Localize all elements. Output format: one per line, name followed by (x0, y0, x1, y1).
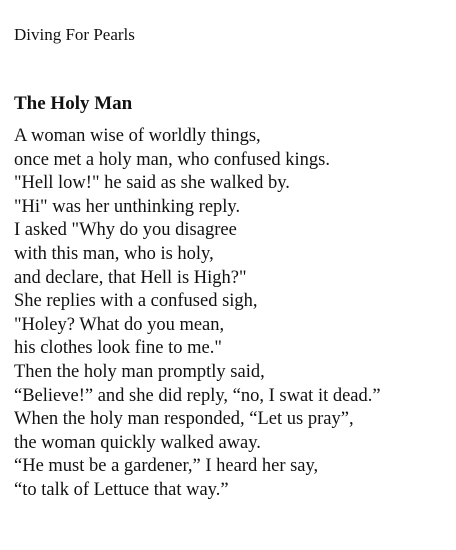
poem-line: “to talk of Lettuce that way.” (14, 479, 229, 500)
poem-line: I asked "Why do you disagree (14, 220, 237, 241)
book-header: Diving For Pearls (14, 25, 135, 44)
poem-line: She replies with a confused sigh, (14, 291, 258, 312)
poem-line: When the holy man responded, “Let us pray”, (14, 409, 354, 430)
poem-line: his clothes look fine to me." (14, 338, 222, 359)
poem-title: The Holy Man (14, 93, 133, 114)
poem-line: "Hi" was her unthinking reply. (14, 196, 241, 217)
poem-line: the woman quickly walked away. (14, 432, 261, 453)
poem-line: with this man, who is holy, (14, 243, 214, 264)
poem-line: “He must be a gardener,” I heard her say, (14, 456, 319, 477)
poem-line: A woman wise of worldly things, (14, 126, 261, 146)
poem-line: "Hell low!" he said as she walked by. (14, 173, 290, 194)
poem-line: and declare, that Hell is High?" (14, 267, 247, 288)
poem-line: "Holey? What do you mean, (14, 314, 225, 335)
poem-body (14, 125, 381, 503)
poem-line: “Believe!” and she did reply, “no, I swat it dead.” (14, 385, 381, 406)
poem-line: Then the holy man promptly said, (14, 361, 265, 382)
poem-line: once met a holy man, who confused kings. (14, 149, 330, 170)
